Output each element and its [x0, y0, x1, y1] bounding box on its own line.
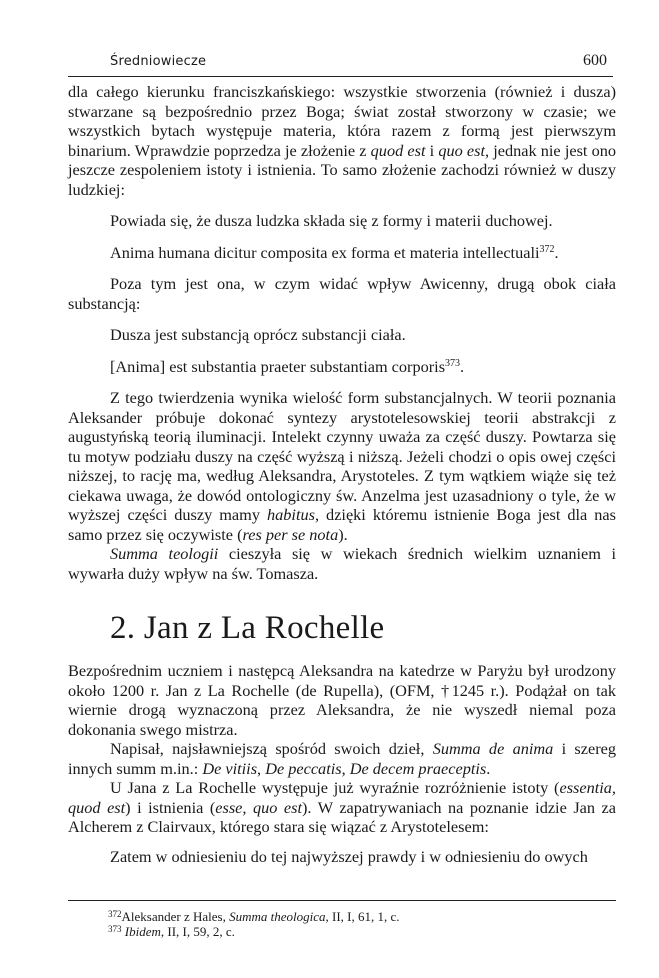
- paragraph: dla całego kierunku franciszkańskiego: wszystkie stworzenia (również i dusza) stwarzane są bezpośrednio przez Boga; świat został stworzony w czasie; we wszystkich bytach występuje materia, która razem z formą jest pierwszym binarium. Wprawdzie poprzedza je złożenie z quod est i quo est, jednak nie jest ono jeszcze zespoleniem istoty i istnienia. To samo złożenie zachodzi również w duszy ludzkiej:: [68, 82, 617, 199]
- paragraph: Poza tym jest ona, w czym widać wpływ Awicenny, drugą obok ciała substancją:: [68, 274, 616, 313]
- section-1-body: [68, 82, 616, 583]
- page-number: 600: [583, 52, 607, 69]
- block-quote: Powiada się, że dusza ludzka składa się z formy i materii duchowej.: [110, 211, 553, 230]
- footnote-373: $^{373}$ Ibidem, II, I, 59, 2, c.: [108, 924, 235, 939]
- footnote-372: $^{372}$Aleksander z Hales, Summa theologica, II, I, 61, 1, c.: [108, 909, 400, 924]
- block-quote: Dusza jest substancją oprócz substancji ciała.: [110, 325, 406, 344]
- paragraph: Bezpośrednim uczniem i następcą Aleksandra na katedrze w Paryżu był urodzony około 1200 r. Jan z La Rochelle (de Rupella), (OFM, †1245 r.). Podążał on tak wiernie drogą wyznaczoną przez Aleksandra, że nie wyszedł niemal poza dokonania swego mistrza.: [68, 661, 616, 739]
- footnote-ref-373[interactable]: 373: [445, 357, 461, 369]
- section-heading: 2. Jan z La Rochelle: [110, 610, 385, 646]
- footnote-rule: [68, 900, 616, 901]
- running-title: Średniowiecze: [110, 54, 207, 69]
- block-quote: Zatem w odniesieniu do tej najwyższej prawdy i w odniesieniu do owych: [110, 846, 588, 866]
- paragraph: Z tego twierdzenia wynika wielość form substancjalnych. W teorii poznania Aleksander próbuje dokonać syntezy arystotelesowskiej teorii abstrakcji z augustyńską teorią iluminacji. Intelekt czynny uważa za część duszy. Powtarza się tu motyw podziału duszy na część wyższą i niższą. Jeżeli chodzi o opis owej części niższej, to rację ma, według Aleksandra, Arystoteles. Z tym wątkiem wiąże się też ciekawa uwaga, że dowód ontologiczny św. Anzelma jest uzasadniony o tyle, że w wyższej części duszy mamy habitus, dzięki któremu istnienie Boga jest dla nas samo przez się oczywiste (res per se nota).: [68, 388, 616, 544]
- section-2-body: [68, 661, 616, 866]
- paragraph: U Jana z La Rochelle występuje już wyraźnie rozróżnienie istoty (essentia, quod est) i istnienia (esse, quo est). W zapatrywaniach na poznanie idzie Jan za Alcherem z Clairvaux, którego stara się wiązać z Arystotelesem:: [68, 778, 617, 836]
- paragraph: Summa teologii cieszyła się w wiekach średnich wielkim uznaniem i wywarła duży wpływ na św. Tomasza.: [68, 544, 617, 583]
- block-quote-latin: [Anima] est substantia praeter substantiam corporis$^{373}$.: [110, 356, 465, 376]
- block-quote-latin: Anima humana dicitur composita ex forma et materia intellectuali$^{372}$.: [110, 242, 559, 262]
- header-rule: [68, 76, 613, 77]
- footnote-ref-372[interactable]: 372: [539, 243, 555, 255]
- paragraph: Napisał, najsławniejszą spośród swoich dzieł, Summa de anima i szereg innych summ m.in.: De vitiis, De peccatis, De decem praeceptis.: [68, 739, 616, 778]
- page-header: [68, 51, 613, 77]
- footnotes: [108, 909, 400, 939]
